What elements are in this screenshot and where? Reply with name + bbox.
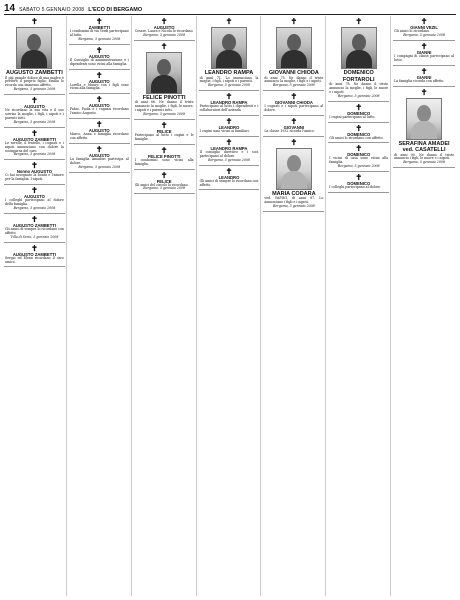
deceased-name: ZAMBETTI (88, 25, 110, 30)
notice-text: I compagni di classe partecipano al lutto. (394, 53, 454, 62)
cross-icon: ✝ (225, 136, 233, 147)
deceased-name: FELICE PINOTTI (142, 94, 186, 101)
cross-icon: ✝ (290, 16, 298, 26)
deceased-name: GIANNI (416, 49, 432, 55)
cross-icon: ✝ (225, 16, 233, 26)
portrait-photo (146, 52, 182, 94)
cross-icon: ✝ (420, 65, 428, 76)
cross-icon: ✝ (225, 91, 233, 102)
portrait-photo (406, 98, 442, 140)
cross-icon: ✝ (95, 119, 103, 130)
death-notice (4, 128, 65, 161)
cross-icon: ✝ (95, 69, 103, 80)
death-notice (199, 166, 260, 191)
notice-text: I cugini partecipano al lutto. (329, 114, 376, 119)
death-notice (393, 41, 455, 66)
deceased-name: LEANDRO RAMPA (210, 145, 248, 151)
notice-text: Gli amici del circolo lo ricordano. (134, 182, 189, 187)
notice-text: Partecipano al lutto i cugini e le famiglie. (134, 132, 194, 141)
notice-text: Il Consiglio di amministrazione e i dipendenti sono vicini alla famiglia. (69, 57, 129, 66)
cross-icon: ✝ (355, 101, 363, 112)
deceased-name: LEANDRO RAMPA (210, 100, 248, 106)
place-date: Bergamo, 5 gennaio 2008 (273, 204, 315, 209)
death-notice (4, 185, 65, 214)
notice-text: di anni 90. Ne danno il triste annuncio i figli, le nuore e i nipoti. (394, 152, 454, 161)
death-notice (199, 137, 260, 166)
place-date: Bergamo, 5 gennaio 2008 (78, 36, 121, 41)
notice-text: I condomini di via Verdi partecipano al lutto. (69, 29, 129, 37)
notice-text: Lorella e Mauro con i figli sono vicini alla famiglia. (69, 82, 129, 91)
death-notice (263, 91, 324, 116)
cross-icon: ✝ (355, 143, 363, 154)
cross-icon: ✝ (420, 16, 428, 26)
date-line: SABATO 5 GENNAIO 2008 (19, 7, 85, 13)
notice-text: di anni 71. Lo annunciano la moglie, i figli, i nipoti e i parenti. (199, 75, 259, 84)
deceased-name: DOMENICO (347, 152, 371, 158)
cross-icon: ✝ (160, 40, 168, 51)
death-notice (134, 170, 195, 195)
cross-icon: ✝ (290, 91, 298, 102)
notice-text: I colleghi partecipano al dolore. (329, 185, 381, 190)
death-notice (4, 160, 65, 185)
portrait-photo (276, 27, 312, 69)
deceased-name: AUGUSTO (153, 25, 175, 30)
death-notice (328, 172, 389, 193)
cross-icon: ✝ (31, 213, 38, 224)
cross-icon: ✝ (31, 127, 38, 138)
cross-icon: ✝ (31, 185, 38, 196)
deceased-name: DOMENICO (347, 181, 371, 187)
notice-text: La famiglia ricorda con affetto. (394, 78, 445, 83)
place-date: Bergamo, 5 gennaio 2008 (273, 83, 315, 88)
cross-icon: ✝ (420, 40, 428, 51)
death-notice (69, 70, 130, 95)
notice-text: Ne ricordano la sua vita e il suo sorriso la moglie, i figli, i nipoti e i parenti tutti. (5, 108, 64, 120)
cross-icon: ✝ (95, 16, 103, 26)
place-date: Bergamo, 5 gennaio 2008 (143, 32, 185, 37)
death-notice (69, 45, 130, 70)
notice-text: I vicini di casa sono vicini alla famiglia. (329, 156, 389, 165)
page-header (4, 2, 456, 15)
cross-icon: ✝ (95, 44, 103, 55)
notice-text: Il più grande dolore di una madre è perdere il proprio figlio; Emilia lo ricorda con immenso affetto. (5, 75, 64, 88)
column-6 (328, 16, 391, 596)
place-date: Bergamo, 5 gennaio 2008 (78, 164, 121, 169)
deceased-name: DOMENICO (347, 110, 371, 116)
deceased-name: AUGUSTO (88, 152, 110, 158)
deceased-name: FELICE PINOTTI (147, 153, 181, 159)
death-notice (134, 120, 195, 145)
death-notice (69, 16, 130, 45)
notice-text: di anni 86. Ne danno il triste annuncio la moglie, i figli, le nuore, i nipoti e i parenti tutti. (134, 100, 194, 113)
cross-icon: ✝ (95, 143, 103, 154)
death-notice (263, 137, 324, 212)
place-date: Bergamo, 5 gennaio 2008 (143, 112, 185, 117)
notice-text: di anni 78. Ne danno il triste annuncio la moglie, i figli, le nuore e i nipoti. (329, 82, 389, 94)
notice-text: Gli amici di sempre lo ricordano con affetto. (199, 178, 259, 187)
notice-text: I cognati e i nipoti partecipano al dolore. (264, 104, 324, 113)
column-3 (134, 16, 197, 596)
deceased-name: AUGUSTO ZAMBETTI (12, 136, 57, 142)
cross-icon: ✝ (225, 165, 233, 176)
deceased-name: AUGUSTO ZAMBETTI (6, 70, 63, 76)
page-number: 14 (4, 3, 16, 14)
deceased-name: GIOVANNI (283, 125, 305, 131)
cross-icon: ✝ (31, 16, 38, 26)
cross-icon: ✝ (420, 86, 428, 97)
death-notice (393, 87, 455, 169)
death-notice (263, 16, 324, 91)
death-notice (4, 214, 65, 243)
deceased-name: AUGUSTO (23, 104, 45, 110)
death-notice (328, 123, 389, 144)
death-notice (4, 95, 65, 128)
cross-icon: ✝ (160, 169, 168, 180)
death-notice (199, 16, 260, 91)
column-5 (263, 16, 326, 596)
cross-icon: ✝ (290, 136, 298, 147)
place-date: Bergamo, 5 gennaio 2008 (13, 152, 56, 157)
place-date: Villa di Serio, 5 gennaio 2008 (10, 234, 59, 239)
notice-text: Cesare, Laura e Nicola lo ricordano. (134, 29, 194, 33)
place-date: Bergamo, 5 gennaio 2008 (143, 186, 185, 191)
deceased-name: LEANDRO (218, 174, 240, 180)
place-date: Bergamo, 5 gennaio 2008 (208, 83, 250, 88)
place-date: Bergamo, 5 gennaio 2008 (337, 164, 380, 169)
notice-text: Marco, Anna e famiglia ricordano con affetto. (69, 132, 129, 141)
cross-icon: ✝ (31, 242, 38, 253)
death-notice (263, 116, 324, 137)
place-date: Bergamo, 5 gennaio 2008 (208, 157, 250, 162)
portrait-photo (16, 27, 52, 69)
notice-text: Partecipano al lutto i dipendenti e i collaboratori dell'azienda. (199, 104, 259, 113)
death-notice (134, 145, 195, 170)
notice-text: Il consiglio direttivo e i soci partecipano al dolore. (199, 149, 259, 158)
notice-text: Ci hai insegnato la bontà e l'amore per la famiglia. I nipoti. (5, 173, 64, 182)
deceased-name: GIANNI VEZIL (410, 25, 438, 30)
place-date: Bergamo, 5 gennaio 2008 (13, 87, 56, 92)
death-notice (199, 116, 260, 137)
deceased-name: LEANDRO RAMPA (204, 70, 254, 76)
notice-text: I condomini sono vicini alla famiglia. (134, 157, 194, 166)
deceased-name: GIOVANNI CHIODA (274, 100, 313, 106)
cross-icon: ✝ (355, 16, 363, 26)
deceased-name: LEANDRO (218, 125, 240, 131)
death-notice (134, 41, 195, 120)
cross-icon: ✝ (160, 119, 168, 130)
death-notice (69, 94, 130, 119)
death-notice (328, 16, 389, 102)
notice-text: di anni 75. Ne danno il triste annuncio la moglie, i figli e i nipoti. (264, 75, 324, 84)
notice-columns (4, 16, 456, 596)
place-date: Bergamo, 5 gennaio 2008 (337, 93, 380, 98)
column-4 (199, 16, 262, 596)
deceased-name: AUGUSTO (88, 53, 110, 59)
death-notice (393, 66, 455, 87)
notice-text: ved. PAPINI, di anni 87. Lo annunciano i figli e i nipoti. (264, 196, 324, 205)
place-date: Bergamo, 5 gennaio 2008 (403, 32, 445, 37)
death-notice (134, 16, 195, 41)
cross-icon: ✝ (160, 16, 168, 26)
portrait-photo (341, 27, 377, 69)
place-date: Bergamo, 5 gennaio 2008 (13, 206, 56, 210)
notice-text: Gli amici di sempre lo ricordano con affetto. (5, 226, 64, 235)
notice-text: Fabio, Paola e i ragazzi ricordano l'amico Augusto. (69, 107, 129, 116)
place-date: Bergamo, 5 gennaio 2008 (13, 119, 56, 124)
cross-icon: ✝ (355, 172, 363, 183)
cross-icon: ✝ (31, 95, 38, 106)
notice-text: I cugini sono vicini ai familiari. (199, 129, 250, 134)
deceased-name: AUGUSTO (23, 194, 45, 200)
notice-text: Gli amici lo ricordano. (394, 29, 431, 33)
cross-icon: ✝ (225, 116, 233, 127)
deceased-name: MARIA CODARA (272, 190, 316, 197)
notice-text: Le sorelle, il fratello, i cognati e i nipoti annunciano con dolore la scomparsa del caro. (5, 140, 64, 153)
column-7 (393, 16, 456, 596)
deceased-name: SERAFINA AMADEI ved. CASATELLI (398, 140, 450, 154)
deceased-name: GIANNI (416, 74, 432, 80)
deceased-name: GIOVANNI CHIODA (268, 70, 319, 76)
column-2 (69, 16, 132, 596)
notice-text: I colleghi partecipano al dolore della famiglia. (5, 198, 64, 207)
cross-icon: ✝ (290, 116, 298, 127)
cross-icon: ✝ (160, 144, 168, 155)
column-1 (4, 16, 67, 596)
death-notice (328, 102, 389, 123)
death-notice (199, 91, 260, 116)
death-notice (69, 119, 130, 144)
notice-text: La famiglia Amadori partecipa al dolore. (69, 156, 129, 165)
portrait-photo (211, 27, 247, 69)
death-notice (4, 16, 65, 95)
deceased-name: AUGUSTO (88, 78, 110, 84)
death-notice (69, 144, 130, 173)
deceased-name: FELICE (156, 128, 172, 134)
deceased-name: Nonno AUGUSTO (16, 169, 52, 175)
death-notice (393, 16, 455, 41)
notice-text: La classe 1932 ricorda l'amico. (264, 129, 315, 134)
place-date: Bergamo, 5 gennaio 2008 (403, 160, 445, 165)
deceased-name: AUGUSTO ZAMBETTI (12, 222, 57, 228)
cross-icon: ✝ (31, 160, 38, 171)
cross-icon: ✝ (355, 122, 363, 133)
deceased-name: DOMENICO FORTAROLI (342, 70, 375, 83)
newspaper-name: L'ECO DI BERGAMO (88, 7, 143, 13)
notice-text: Gli amici lo ricordano con affetto. (329, 135, 384, 140)
notice-text: Sergio ed Elena ricordano il caro amico. (5, 255, 64, 264)
cross-icon: ✝ (95, 94, 103, 105)
deceased-name: AUGUSTO (88, 103, 110, 109)
deceased-name: AUGUSTO ZAMBETTI (12, 251, 57, 257)
death-notice (4, 243, 65, 268)
deceased-name: FELICE (156, 178, 172, 184)
deceased-name: DOMENICO (347, 131, 371, 137)
deceased-name: AUGUSTO (88, 128, 110, 134)
portrait-photo (276, 148, 312, 190)
death-notice (328, 143, 389, 172)
